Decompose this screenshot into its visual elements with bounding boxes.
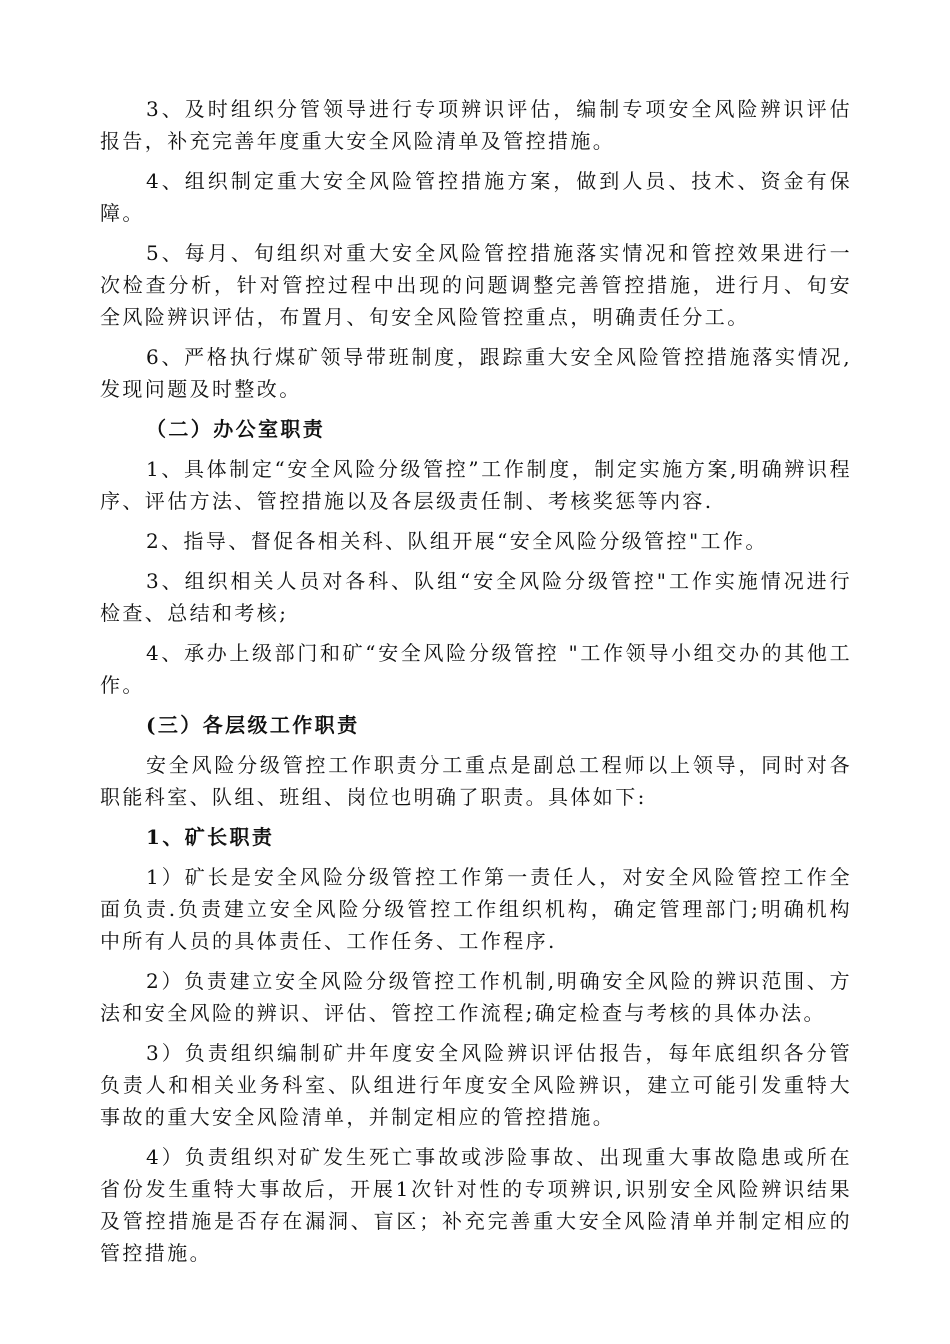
paragraph-item-4: 4、组织制定重大安全风险管控措施方案，做到人员、技术、资金有保障。 <box>100 169 852 225</box>
level-duties-intro: 安全风险分级管控工作职责分工重点是副总工程师以上领导，同时对各职能科室、队组、班组、岗位也明确了职责。具体如下: <box>100 753 852 809</box>
subheading-mine-director-duties: 1、矿长职责 <box>146 825 275 849</box>
paragraph-item-6: 6、严格执行煤矿领导带班制度，跟踪重大安全风险管控措施落实情况,发现问题及时整改。 <box>100 345 852 401</box>
director-duty-4: 4）负责组织对矿发生死亡事故或涉险事故、出现重大事故隐患或所在省份发生重特大事故后，开展1次针对性的专项辨识,识别安全风险辨识结果及管控措施是否存在漏洞、盲区；补充完善重大安全风险清单并制定相应的管控措施。 <box>100 1145 852 1265</box>
office-duty-2: 2、指导、督促各相关科、队组开展“安全风险分级管控"工作。 <box>146 529 768 553</box>
section-heading-office-duties: （二）办公室职责 <box>146 417 326 441</box>
office-duty-3: 3、组织相关人员对各科、队组“安全风险分级管控"工作实施情况进行检查、总结和考核; <box>100 569 852 625</box>
office-duty-4: 4、承办上级部门和矿“安全风险分级管控 "工作领导小组交办的其他工作。 <box>100 641 852 697</box>
director-duty-1: 1）矿长是安全风险分级管控工作第一责任人，对安全风险管控工作全面负责.负责建立安全风险分级管控工作组织机构，确定管理部门;明确机构中所有人员的具体责任、工作任务、工作程序. <box>100 865 852 953</box>
paragraph-item-3: 3、及时组织分管领导进行专项辨识评估，编制专项安全风险辨识评估报告，补充完善年度重大安全风险清单及管控措施。 <box>100 97 852 153</box>
director-duty-3: 3）负责组织编制矿井年度安全风险辨识评估报告，每年底组织各分管负责人和相关业务科室、队组进行年度安全风险辨识，建立可能引发重特大事故的重大安全风险清单，并制定相应的管控措施。 <box>100 1041 852 1129</box>
office-duty-1: 1、具体制定“安全风险分级管控”工作制度，制定实施方案,明确辨识程序、评估方法、管控措施以及各层级责任制、考核奖惩等内容. <box>100 457 852 513</box>
section-heading-level-duties: (三）各层级工作职责 <box>146 713 360 737</box>
paragraph-item-5: 5、每月、旬组织对重大安全风险管控措施落实情况和管控效果进行一次检查分析，针对管控过程中出现的问题调整完善管控措施，进行月、旬安全风险辨识评估，布置月、旬安全风险管控重点，明确责任分工。 <box>100 241 852 329</box>
director-duty-2: 2）负责建立安全风险分级管控工作机制,明确安全风险的辨识范围、方法和安全风险的辨识、评估、管控工作流程;确定检查与考核的具体办法。 <box>100 969 852 1025</box>
document-body <box>100 93 852 1277</box>
